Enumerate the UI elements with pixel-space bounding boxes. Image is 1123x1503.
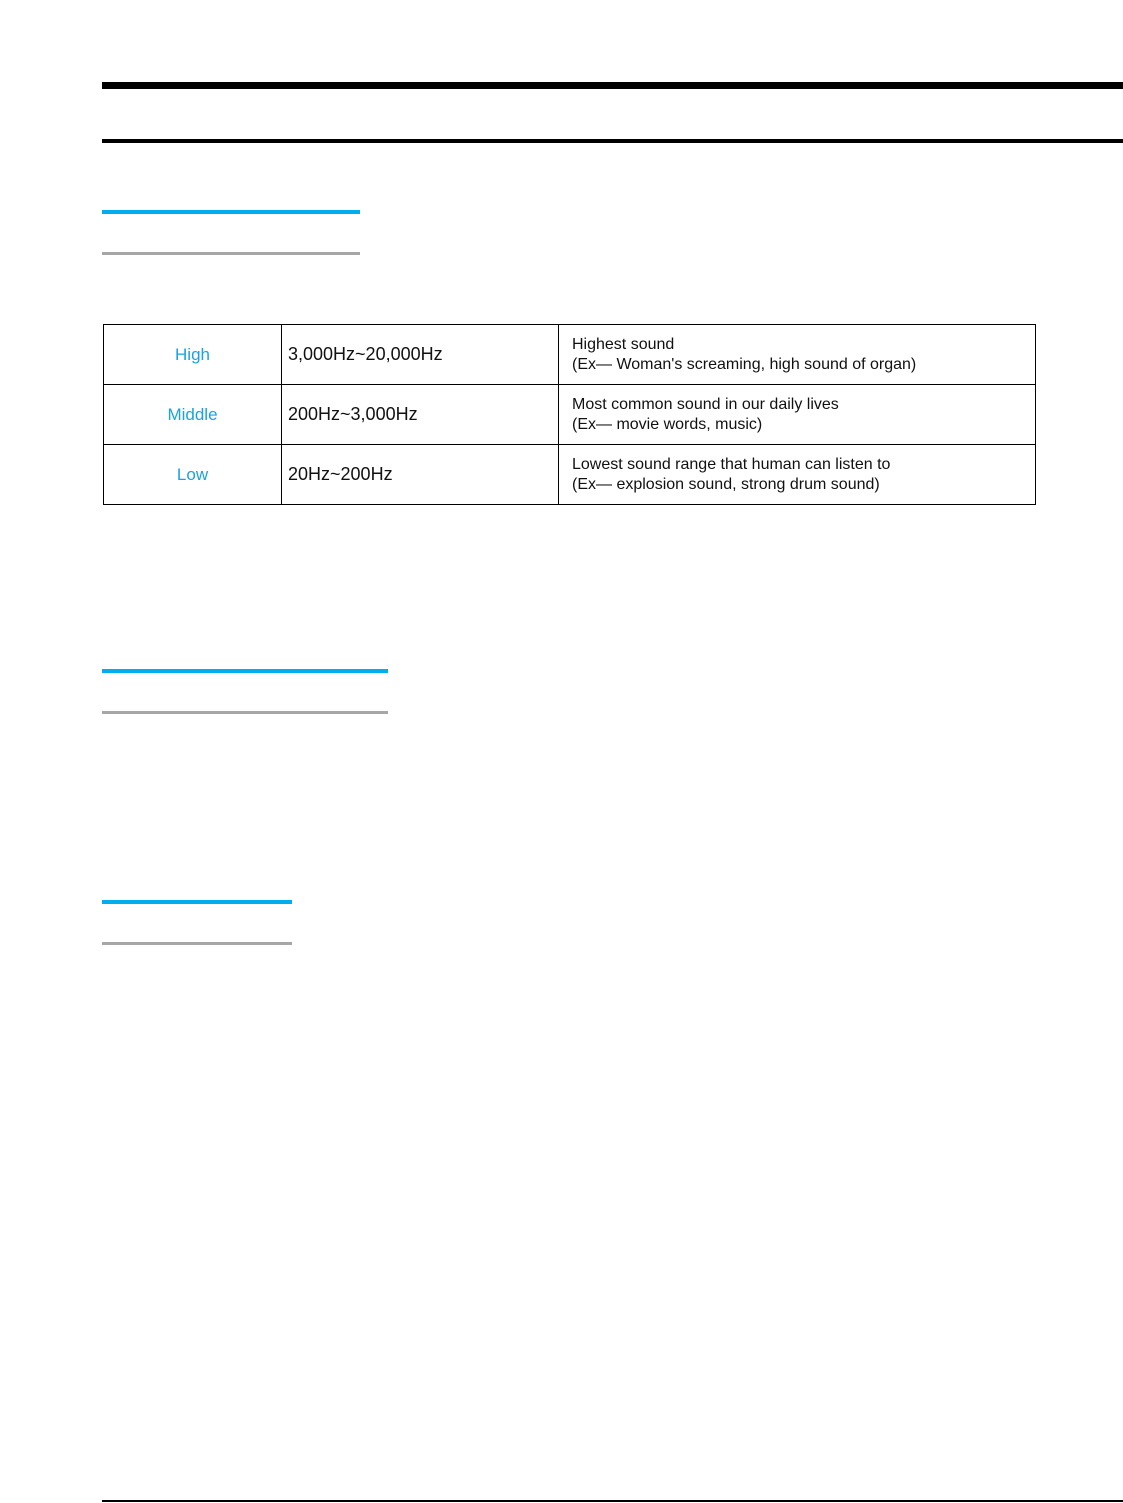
frequency-range: 3,000Hz~20,000Hz <box>282 325 559 385</box>
footer-rule <box>102 1500 1123 1502</box>
section-heading-accent-line <box>102 210 360 214</box>
band-label: Middle <box>104 385 282 445</box>
section-heading-underline <box>102 252 360 255</box>
table-row <box>104 325 1036 385</box>
section-heading-marker-3 <box>102 900 292 945</box>
band-example: (Ex— movie words, music) <box>572 415 763 433</box>
band-description: Most common sound in our daily lives <box>572 395 839 413</box>
band-description-cell <box>559 325 1036 385</box>
section-heading-accent-line <box>102 900 292 904</box>
band-label: High <box>104 325 282 385</box>
band-label: Low <box>104 445 282 505</box>
header-rule <box>102 139 1123 143</box>
band-example: (Ex— explosion sound, strong drum sound) <box>572 475 880 493</box>
band-description-cell <box>559 385 1036 445</box>
section-heading-underline <box>102 711 388 714</box>
frequency-range-table <box>103 324 1036 505</box>
band-description: Highest sound <box>572 335 675 353</box>
header-rule-thick <box>102 82 1123 89</box>
section-heading-accent-line <box>102 669 388 673</box>
section-heading-underline <box>102 942 292 945</box>
section-heading-marker-2 <box>102 669 388 714</box>
table-row <box>104 445 1036 505</box>
frequency-range: 20Hz~200Hz <box>282 445 559 505</box>
frequency-range: 200Hz~3,000Hz <box>282 385 559 445</box>
band-description: Lowest sound range that human can listen to <box>572 455 891 473</box>
table-row <box>104 385 1036 445</box>
band-description-cell <box>559 445 1036 505</box>
section-heading-marker-1 <box>102 210 360 255</box>
band-example: (Ex— Woman's screaming, high sound of organ) <box>572 355 917 373</box>
